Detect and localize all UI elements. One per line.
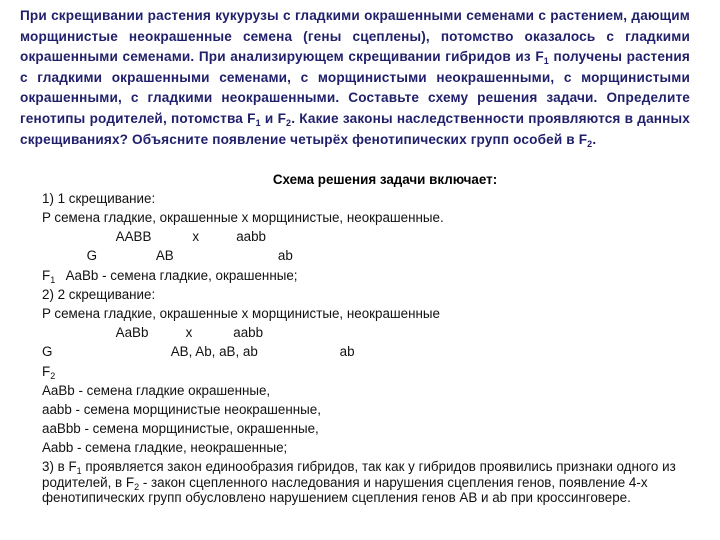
subscript: 1 — [50, 275, 56, 285]
problem-text-5: . — [592, 131, 597, 147]
solution-gametes: G AB, Ab, aB, ab ab — [42, 344, 355, 359]
solution-line: aaBbb - семена морщинистые, окрашенные, — [42, 421, 319, 436]
subscript: 1 — [76, 466, 82, 476]
subscript: 1 — [543, 56, 549, 67]
solution-genotypes: AABB x aabb — [42, 229, 267, 244]
f1-result: AaBb - семена гладкие, окрашенные; — [55, 268, 298, 283]
solution-genotypes: AaBb x aabb — [42, 325, 264, 340]
f-label: F — [42, 268, 51, 283]
conclusion-text-2: проявляется закон единообразия гибридов, так как у гибридов проявились признаки одного из родителей, в F — [42, 459, 676, 490]
problem-text-3: и F — [260, 110, 287, 126]
solution-line: P семена гладкие, окрашенные х морщинистые, неокрашенные. — [42, 210, 444, 225]
solution-line: AaBb - семена гладкие окрашенные, — [42, 383, 271, 398]
solution-line: 2) 2 скрещивание: — [42, 287, 156, 302]
solution-conclusion — [42, 459, 682, 506]
conclusion-text-3: - закон сцепленного наследования и нарушения сцепления генов, появление 4-х фенотипических групп обусловлено нарушением сцепления генов AB и ab при кроссинговере. — [42, 474, 648, 505]
solution-f2-label — [42, 362, 55, 381]
solution-line: 1) 1 скрещивание: — [42, 191, 156, 206]
solution-line: Aabb - семена гладкие, неокрашенные; — [42, 440, 288, 455]
solution-f1-line — [42, 266, 298, 285]
subscript: 2 — [286, 117, 292, 128]
f-label: F — [42, 364, 51, 379]
problem-text-1: При скрещивании растения кукурузы с гладкими окрашенными семенами с растением, дающим морщинистые неокрашенные семена (гены сцеплены), потомство оказалось с гладкими окрашенными семенами. При анализирующем скрещивании гибридов из F — [20, 8, 690, 65]
subscript: 2 — [587, 138, 593, 149]
solution-line: P семена гладкие, окрашенные х морщинистые, неокрашенные — [42, 306, 440, 321]
subscript: 1 — [255, 117, 261, 128]
problem-text-2: получены растения с гладкими окрашенными семенами, с морщинистыми неокрашенными, с морщинистыми окрашенными, с гладкими неокрашенными. Составьте схему решения задачи. Определите генотипы родителей, потомства F — [20, 49, 690, 126]
conclusion-text-1: 3) в F — [42, 459, 77, 474]
problem-text-4: . Какие законы наследственности проявляются в данных скрещиваниях? Объясните появление четырёх фенотипических групп особей в F — [20, 110, 690, 147]
solution-gametes: G AB ab — [42, 248, 293, 263]
problem-statement — [20, 6, 690, 150]
solution-line: aabb - семена морщинистые неокрашенные, — [42, 402, 321, 417]
solution-heading: Схема решения задачи включает: — [272, 172, 498, 187]
subscript: 2 — [134, 481, 140, 492]
subscript: 2 — [50, 371, 56, 381]
